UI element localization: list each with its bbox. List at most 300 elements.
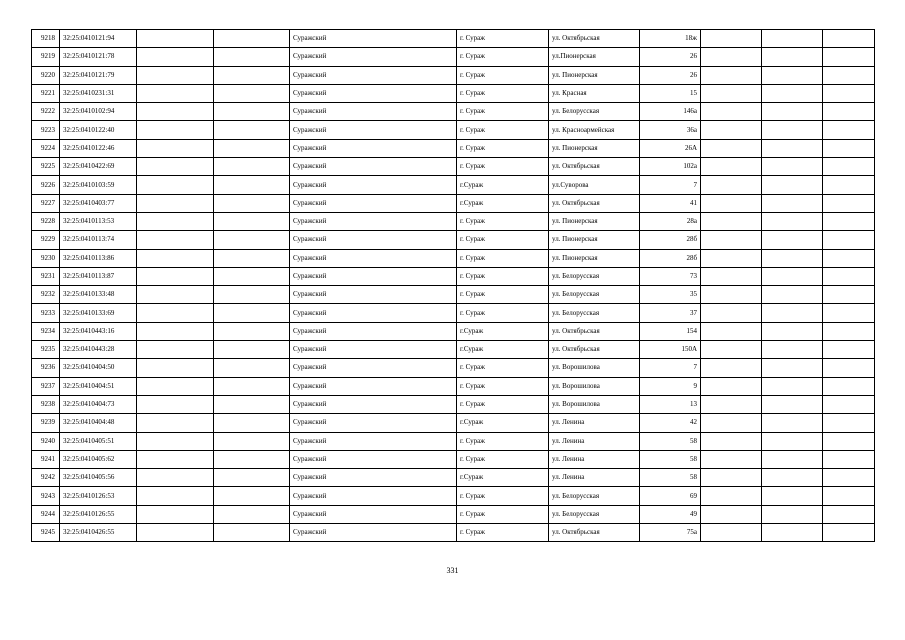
street-cell: ул. Ворошилова bbox=[549, 395, 640, 413]
empty-cell bbox=[701, 450, 762, 468]
table-row bbox=[32, 30, 875, 48]
empty-cell bbox=[823, 121, 875, 139]
table-row bbox=[32, 139, 875, 157]
city-cell: г.Сураж bbox=[457, 176, 549, 194]
house-number-cell: 28б bbox=[640, 231, 701, 249]
house-number-cell: 58 bbox=[640, 469, 701, 487]
empty-cell bbox=[214, 267, 290, 285]
table-row bbox=[32, 249, 875, 267]
district-cell: Суражский bbox=[290, 194, 457, 212]
house-number-cell: 9 bbox=[640, 377, 701, 395]
cadastral-number: 32:25:0410231:31 bbox=[60, 84, 137, 102]
city-cell: г. Сураж bbox=[457, 432, 549, 450]
empty-cell bbox=[762, 231, 823, 249]
empty-cell bbox=[762, 395, 823, 413]
cadastral-number: 32:25:0410113:53 bbox=[60, 212, 137, 230]
street-cell: ул. Красноармейская bbox=[549, 121, 640, 139]
empty-cell bbox=[701, 286, 762, 304]
cadastral-number: 32:25:0410133:48 bbox=[60, 286, 137, 304]
city-cell: г.Сураж bbox=[457, 469, 549, 487]
empty-cell bbox=[762, 48, 823, 66]
table-row bbox=[32, 469, 875, 487]
empty-cell bbox=[137, 231, 214, 249]
district-cell: Суражский bbox=[290, 212, 457, 230]
cadastral-number: 32:25:0410126:55 bbox=[60, 505, 137, 523]
empty-cell bbox=[137, 121, 214, 139]
empty-cell bbox=[701, 176, 762, 194]
empty-cell bbox=[701, 194, 762, 212]
empty-cell bbox=[762, 139, 823, 157]
empty-cell bbox=[701, 469, 762, 487]
empty-cell bbox=[137, 30, 214, 48]
empty-cell bbox=[762, 432, 823, 450]
empty-cell bbox=[762, 121, 823, 139]
table-row bbox=[32, 414, 875, 432]
empty-cell bbox=[137, 48, 214, 66]
row-number: 9233 bbox=[32, 304, 60, 322]
table-row bbox=[32, 395, 875, 413]
house-number-cell: 75а bbox=[640, 524, 701, 542]
row-number: 9241 bbox=[32, 450, 60, 468]
city-cell: г. Сураж bbox=[457, 158, 549, 176]
empty-cell bbox=[137, 103, 214, 121]
empty-cell bbox=[823, 176, 875, 194]
empty-cell bbox=[137, 524, 214, 542]
city-cell: г. Сураж bbox=[457, 249, 549, 267]
district-cell: Суражский bbox=[290, 176, 457, 194]
row-number: 9220 bbox=[32, 66, 60, 84]
empty-cell bbox=[137, 176, 214, 194]
row-number: 9225 bbox=[32, 158, 60, 176]
empty-cell bbox=[214, 66, 290, 84]
row-number: 9224 bbox=[32, 139, 60, 157]
empty-cell bbox=[214, 377, 290, 395]
empty-cell bbox=[762, 487, 823, 505]
house-number-cell: 42 bbox=[640, 414, 701, 432]
empty-cell bbox=[701, 212, 762, 230]
empty-cell bbox=[701, 249, 762, 267]
city-cell: г.Сураж bbox=[457, 322, 549, 340]
district-cell: Суражский bbox=[290, 414, 457, 432]
empty-cell bbox=[762, 194, 823, 212]
city-cell: г. Сураж bbox=[457, 286, 549, 304]
empty-cell bbox=[823, 30, 875, 48]
city-cell: г. Сураж bbox=[457, 30, 549, 48]
house-number-cell: 26А bbox=[640, 139, 701, 157]
empty-cell bbox=[823, 139, 875, 157]
empty-cell bbox=[214, 304, 290, 322]
empty-cell bbox=[762, 322, 823, 340]
empty-cell bbox=[214, 158, 290, 176]
district-cell: Суражский bbox=[290, 322, 457, 340]
empty-cell bbox=[214, 524, 290, 542]
cadastral-number: 32:25:0410405:62 bbox=[60, 450, 137, 468]
empty-cell bbox=[762, 359, 823, 377]
street-cell: ул. Ленина bbox=[549, 432, 640, 450]
street-cell: ул. Пионерская bbox=[549, 212, 640, 230]
empty-cell bbox=[823, 304, 875, 322]
district-cell: Суражский bbox=[290, 267, 457, 285]
cadastral-number: 32:25:0410122:46 bbox=[60, 139, 137, 157]
empty-cell bbox=[762, 158, 823, 176]
cadastral-number: 32:25:0410121:94 bbox=[60, 30, 137, 48]
empty-cell bbox=[701, 103, 762, 121]
empty-cell bbox=[762, 377, 823, 395]
empty-cell bbox=[823, 103, 875, 121]
cadastral-number: 32:25:0410405:51 bbox=[60, 432, 137, 450]
cadastral-number: 32:25:0410122:40 bbox=[60, 121, 137, 139]
row-number: 9244 bbox=[32, 505, 60, 523]
city-cell: г. Сураж bbox=[457, 84, 549, 102]
row-number: 9232 bbox=[32, 286, 60, 304]
street-cell: ул. Октябрьская bbox=[549, 30, 640, 48]
row-number: 9228 bbox=[32, 212, 60, 230]
street-cell: ул. Ворошилова bbox=[549, 377, 640, 395]
empty-cell bbox=[137, 505, 214, 523]
empty-cell bbox=[214, 249, 290, 267]
empty-cell bbox=[137, 267, 214, 285]
row-number: 9239 bbox=[32, 414, 60, 432]
empty-cell bbox=[701, 48, 762, 66]
street-cell: ул. Ленина bbox=[549, 414, 640, 432]
empty-cell bbox=[823, 359, 875, 377]
district-cell: Суражский bbox=[290, 158, 457, 176]
house-number-cell: 26 bbox=[640, 66, 701, 84]
house-number-cell: 35 bbox=[640, 286, 701, 304]
cadastral-number: 32:25:0410102:94 bbox=[60, 103, 137, 121]
empty-cell bbox=[701, 395, 762, 413]
empty-cell bbox=[823, 469, 875, 487]
row-number: 9231 bbox=[32, 267, 60, 285]
street-cell: ул. Пионерская bbox=[549, 139, 640, 157]
empty-cell bbox=[137, 432, 214, 450]
row-number: 9230 bbox=[32, 249, 60, 267]
cadastral-number: 32:25:0410443:28 bbox=[60, 341, 137, 359]
street-cell: ул. Пионерская bbox=[549, 249, 640, 267]
district-cell: Суражский bbox=[290, 66, 457, 84]
house-number-cell: 7 bbox=[640, 359, 701, 377]
empty-cell bbox=[762, 286, 823, 304]
street-cell: ул.Пионерская bbox=[549, 48, 640, 66]
empty-cell bbox=[823, 249, 875, 267]
empty-cell bbox=[214, 103, 290, 121]
street-cell: ул. Белорусская bbox=[549, 304, 640, 322]
house-number-cell: 37 bbox=[640, 304, 701, 322]
row-number: 9240 bbox=[32, 432, 60, 450]
empty-cell bbox=[214, 414, 290, 432]
empty-cell bbox=[701, 121, 762, 139]
empty-cell bbox=[214, 487, 290, 505]
district-cell: Суражский bbox=[290, 432, 457, 450]
empty-cell bbox=[701, 487, 762, 505]
cadastral-number: 32:25:0410113:87 bbox=[60, 267, 137, 285]
house-number-cell: 58 bbox=[640, 450, 701, 468]
empty-cell bbox=[214, 139, 290, 157]
city-cell: г. Сураж bbox=[457, 139, 549, 157]
empty-cell bbox=[823, 194, 875, 212]
table-row bbox=[32, 231, 875, 249]
district-cell: Суражский bbox=[290, 286, 457, 304]
house-number-cell: 41 bbox=[640, 194, 701, 212]
empty-cell bbox=[762, 103, 823, 121]
empty-cell bbox=[701, 414, 762, 432]
empty-cell bbox=[701, 524, 762, 542]
street-cell: ул. Октябрьская bbox=[549, 341, 640, 359]
empty-cell bbox=[137, 249, 214, 267]
district-cell: Суражский bbox=[290, 304, 457, 322]
street-cell: ул. Октябрьская bbox=[549, 524, 640, 542]
street-cell: ул. Белорусская bbox=[549, 267, 640, 285]
house-number-cell: 13 bbox=[640, 395, 701, 413]
empty-cell bbox=[214, 359, 290, 377]
city-cell: г. Сураж bbox=[457, 231, 549, 249]
cadastral-number: 32:25:0410103:59 bbox=[60, 176, 137, 194]
empty-cell bbox=[823, 395, 875, 413]
table-row bbox=[32, 158, 875, 176]
cadastral-number: 32:25:0410404:50 bbox=[60, 359, 137, 377]
table-row bbox=[32, 176, 875, 194]
district-cell: Суражский bbox=[290, 121, 457, 139]
empty-cell bbox=[762, 212, 823, 230]
empty-cell bbox=[137, 487, 214, 505]
house-number-cell: 150А bbox=[640, 341, 701, 359]
table-row bbox=[32, 194, 875, 212]
city-cell: г. Сураж bbox=[457, 103, 549, 121]
city-cell: г. Сураж bbox=[457, 395, 549, 413]
empty-cell bbox=[214, 432, 290, 450]
row-number: 9237 bbox=[32, 377, 60, 395]
empty-cell bbox=[823, 267, 875, 285]
street-cell: ул. Красная bbox=[549, 84, 640, 102]
empty-cell bbox=[823, 286, 875, 304]
district-cell: Суражский bbox=[290, 469, 457, 487]
table-row bbox=[32, 524, 875, 542]
empty-cell bbox=[214, 469, 290, 487]
street-cell: ул. Октябрьская bbox=[549, 322, 640, 340]
district-cell: Суражский bbox=[290, 487, 457, 505]
empty-cell bbox=[137, 139, 214, 157]
row-number: 9243 bbox=[32, 487, 60, 505]
city-cell: г. Сураж bbox=[457, 212, 549, 230]
table-row bbox=[32, 487, 875, 505]
table-row bbox=[32, 322, 875, 340]
empty-cell bbox=[701, 304, 762, 322]
district-cell: Суражский bbox=[290, 377, 457, 395]
cadastral-number: 32:25:0410422:69 bbox=[60, 158, 137, 176]
city-cell: г. Сураж bbox=[457, 304, 549, 322]
table-row bbox=[32, 286, 875, 304]
empty-cell bbox=[701, 66, 762, 84]
cadastral-number: 32:25:0410404:51 bbox=[60, 377, 137, 395]
empty-cell bbox=[823, 505, 875, 523]
table-row bbox=[32, 359, 875, 377]
empty-cell bbox=[137, 194, 214, 212]
empty-cell bbox=[701, 359, 762, 377]
cadastral-number: 32:25:0410404:48 bbox=[60, 414, 137, 432]
district-cell: Суражский bbox=[290, 505, 457, 523]
house-number-cell: 28б bbox=[640, 249, 701, 267]
table-row bbox=[32, 377, 875, 395]
table-row bbox=[32, 121, 875, 139]
empty-cell bbox=[214, 286, 290, 304]
cadastral-number: 32:25:0410133:69 bbox=[60, 304, 137, 322]
empty-cell bbox=[823, 524, 875, 542]
empty-cell bbox=[701, 432, 762, 450]
street-cell: ул. Белорусская bbox=[549, 505, 640, 523]
cadastral-number: 32:25:0410443:16 bbox=[60, 322, 137, 340]
street-cell: ул. Ворошилова bbox=[549, 359, 640, 377]
street-cell: ул.Суворова bbox=[549, 176, 640, 194]
row-number: 9236 bbox=[32, 359, 60, 377]
empty-cell bbox=[214, 212, 290, 230]
city-cell: г.Сураж bbox=[457, 194, 549, 212]
row-number: 9227 bbox=[32, 194, 60, 212]
registry-table bbox=[31, 29, 875, 542]
street-cell: ул. Ленина bbox=[549, 450, 640, 468]
house-number-cell: 36а bbox=[640, 121, 701, 139]
house-number-cell: 73 bbox=[640, 267, 701, 285]
empty-cell bbox=[137, 395, 214, 413]
district-cell: Суражский bbox=[290, 30, 457, 48]
empty-cell bbox=[762, 524, 823, 542]
empty-cell bbox=[701, 505, 762, 523]
empty-cell bbox=[823, 48, 875, 66]
empty-cell bbox=[701, 158, 762, 176]
empty-cell bbox=[137, 377, 214, 395]
district-cell: Суражский bbox=[290, 48, 457, 66]
empty-cell bbox=[762, 66, 823, 84]
empty-cell bbox=[701, 84, 762, 102]
empty-cell bbox=[823, 450, 875, 468]
table-row bbox=[32, 341, 875, 359]
table-row bbox=[32, 450, 875, 468]
house-number-cell: 102а bbox=[640, 158, 701, 176]
empty-cell bbox=[762, 84, 823, 102]
empty-cell bbox=[762, 469, 823, 487]
house-number-cell: 26 bbox=[640, 48, 701, 66]
page-number: 331 bbox=[446, 566, 459, 575]
district-cell: Суражский bbox=[290, 359, 457, 377]
empty-cell bbox=[823, 377, 875, 395]
city-cell: г. Сураж bbox=[457, 359, 549, 377]
row-number: 9234 bbox=[32, 322, 60, 340]
house-number-cell: 154 bbox=[640, 322, 701, 340]
house-number-cell: 15 bbox=[640, 84, 701, 102]
empty-cell bbox=[701, 322, 762, 340]
empty-cell bbox=[214, 176, 290, 194]
cadastral-number: 32:25:0410121:78 bbox=[60, 48, 137, 66]
street-cell: ул. Белорусская bbox=[549, 103, 640, 121]
street-cell: ул. Октябрьская bbox=[549, 158, 640, 176]
empty-cell bbox=[701, 231, 762, 249]
row-number: 9238 bbox=[32, 395, 60, 413]
row-number: 9229 bbox=[32, 231, 60, 249]
empty-cell bbox=[823, 158, 875, 176]
city-cell: г. Сураж bbox=[457, 377, 549, 395]
house-number-cell: 28а bbox=[640, 212, 701, 230]
empty-cell bbox=[137, 322, 214, 340]
row-number: 9219 bbox=[32, 48, 60, 66]
row-number: 9221 bbox=[32, 84, 60, 102]
row-number: 9218 bbox=[32, 30, 60, 48]
city-cell: г. Сураж bbox=[457, 505, 549, 523]
empty-cell bbox=[762, 341, 823, 359]
cadastral-number: 32:25:0410113:74 bbox=[60, 231, 137, 249]
empty-cell bbox=[137, 158, 214, 176]
empty-cell bbox=[762, 450, 823, 468]
empty-cell bbox=[137, 212, 214, 230]
empty-cell bbox=[137, 359, 214, 377]
district-cell: Суражский bbox=[290, 395, 457, 413]
table-row bbox=[32, 103, 875, 121]
table-row bbox=[32, 267, 875, 285]
empty-cell bbox=[762, 249, 823, 267]
empty-cell bbox=[762, 176, 823, 194]
empty-cell bbox=[137, 286, 214, 304]
table-row bbox=[32, 48, 875, 66]
empty-cell bbox=[701, 267, 762, 285]
empty-cell bbox=[823, 231, 875, 249]
table-row bbox=[32, 66, 875, 84]
cadastral-number: 32:25:0410405:56 bbox=[60, 469, 137, 487]
empty-cell bbox=[762, 414, 823, 432]
cadastral-number: 32:25:0410426:55 bbox=[60, 524, 137, 542]
street-cell: ул. Белорусская bbox=[549, 487, 640, 505]
empty-cell bbox=[823, 84, 875, 102]
empty-cell bbox=[823, 414, 875, 432]
empty-cell bbox=[701, 30, 762, 48]
table-row bbox=[32, 304, 875, 322]
empty-cell bbox=[762, 505, 823, 523]
empty-cell bbox=[214, 505, 290, 523]
house-number-cell: 69 bbox=[640, 487, 701, 505]
district-cell: Суражский bbox=[290, 84, 457, 102]
empty-cell bbox=[137, 414, 214, 432]
empty-cell bbox=[701, 377, 762, 395]
empty-cell bbox=[762, 304, 823, 322]
empty-cell bbox=[823, 66, 875, 84]
empty-cell bbox=[214, 30, 290, 48]
cadastral-number: 32:25:0410113:86 bbox=[60, 249, 137, 267]
city-cell: г. Сураж bbox=[457, 267, 549, 285]
house-number-cell: 7 bbox=[640, 176, 701, 194]
empty-cell bbox=[214, 395, 290, 413]
empty-cell bbox=[214, 231, 290, 249]
table-row bbox=[32, 432, 875, 450]
city-cell: г. Сураж bbox=[457, 487, 549, 505]
row-number: 9242 bbox=[32, 469, 60, 487]
district-cell: Суражский bbox=[290, 231, 457, 249]
street-cell: ул. Пионерская bbox=[549, 231, 640, 249]
street-cell: ул. Белорусская bbox=[549, 286, 640, 304]
city-cell: г. Сураж bbox=[457, 121, 549, 139]
empty-cell bbox=[137, 341, 214, 359]
empty-cell bbox=[823, 341, 875, 359]
row-number: 9222 bbox=[32, 103, 60, 121]
empty-cell bbox=[214, 450, 290, 468]
empty-cell bbox=[762, 267, 823, 285]
empty-cell bbox=[137, 450, 214, 468]
district-cell: Суражский bbox=[290, 103, 457, 121]
empty-cell bbox=[214, 121, 290, 139]
empty-cell bbox=[214, 194, 290, 212]
empty-cell bbox=[762, 30, 823, 48]
table-body bbox=[32, 30, 875, 542]
row-number: 9223 bbox=[32, 121, 60, 139]
empty-cell bbox=[823, 322, 875, 340]
street-cell: ул. Пионерская bbox=[549, 66, 640, 84]
cadastral-number: 32:25:0410404:73 bbox=[60, 395, 137, 413]
